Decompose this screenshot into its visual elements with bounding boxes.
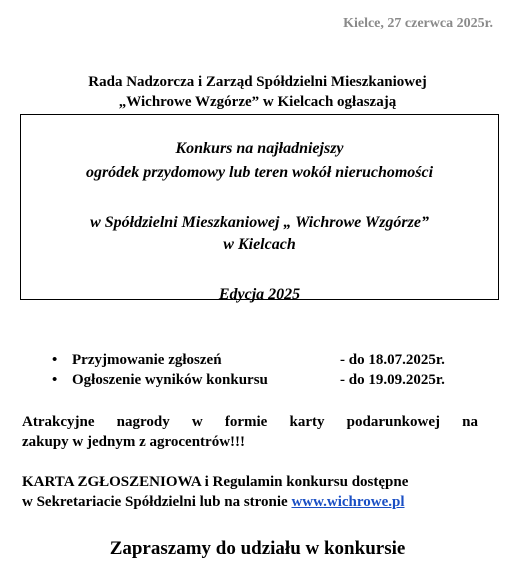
organizer-line-2: w Kielcach	[223, 236, 296, 253]
prize-line-2: zakupy w jednym z agrocentrów!!!	[22, 434, 246, 450]
edition-label: Edycja 2025	[218, 286, 301, 303]
document-date: Kielce, 27 czerwca 2025r.	[343, 16, 493, 31]
contest-title-line-2: ogródek przydomowy lub teren wokół nieruchomości	[85, 164, 434, 181]
announcement-heading	[0, 72, 515, 112]
info-paragraph	[22, 472, 478, 512]
info-line-1: KARTA ZGŁOSZENIOWA i Regulamin konkursu dostępne	[22, 474, 409, 490]
closing-invitation: Zapraszamy do udziału w konkursie	[109, 538, 406, 559]
bullet-icon: •	[52, 352, 58, 368]
website-link[interactable]: www.wichrowe.pl	[291, 494, 405, 510]
schedule-item-label: Ogłoszenie wyników konkursu	[72, 372, 268, 388]
schedule-item-deadline: - do 19.09.2025r.	[340, 372, 445, 388]
prize-paragraph	[22, 412, 478, 452]
contest-title-line-1: Konkurs na najładniejszy	[175, 140, 344, 157]
heading-line-2: „Wichrowe Wzgórze” w Kielcach ogłaszają	[118, 94, 397, 110]
info-line-2	[22, 492, 478, 512]
schedule-list	[52, 350, 492, 390]
bullet-icon: •	[52, 372, 58, 388]
contest-title-box	[20, 114, 499, 303]
prize-line-1: Atrakcyjne nagrody w formie karty podarunkowej na	[22, 414, 478, 430]
schedule-item-deadline: - do 18.07.2025r.	[340, 352, 445, 368]
schedule-item	[52, 350, 492, 370]
schedule-item	[52, 370, 492, 390]
organizer-line-1: w Spółdzielni Mieszkaniowej „ Wichrowe Wzgórze”	[90, 214, 429, 231]
schedule-item-label: Przyjmowanie zgłoszeń	[72, 352, 222, 368]
info-line-2-text: w Sekretariacie Spółdzielni lub na stronie	[22, 494, 292, 510]
heading-line-1: Rada Nadzorcza i Zarząd Spółdzielni Mieszkaniowej	[88, 74, 427, 90]
